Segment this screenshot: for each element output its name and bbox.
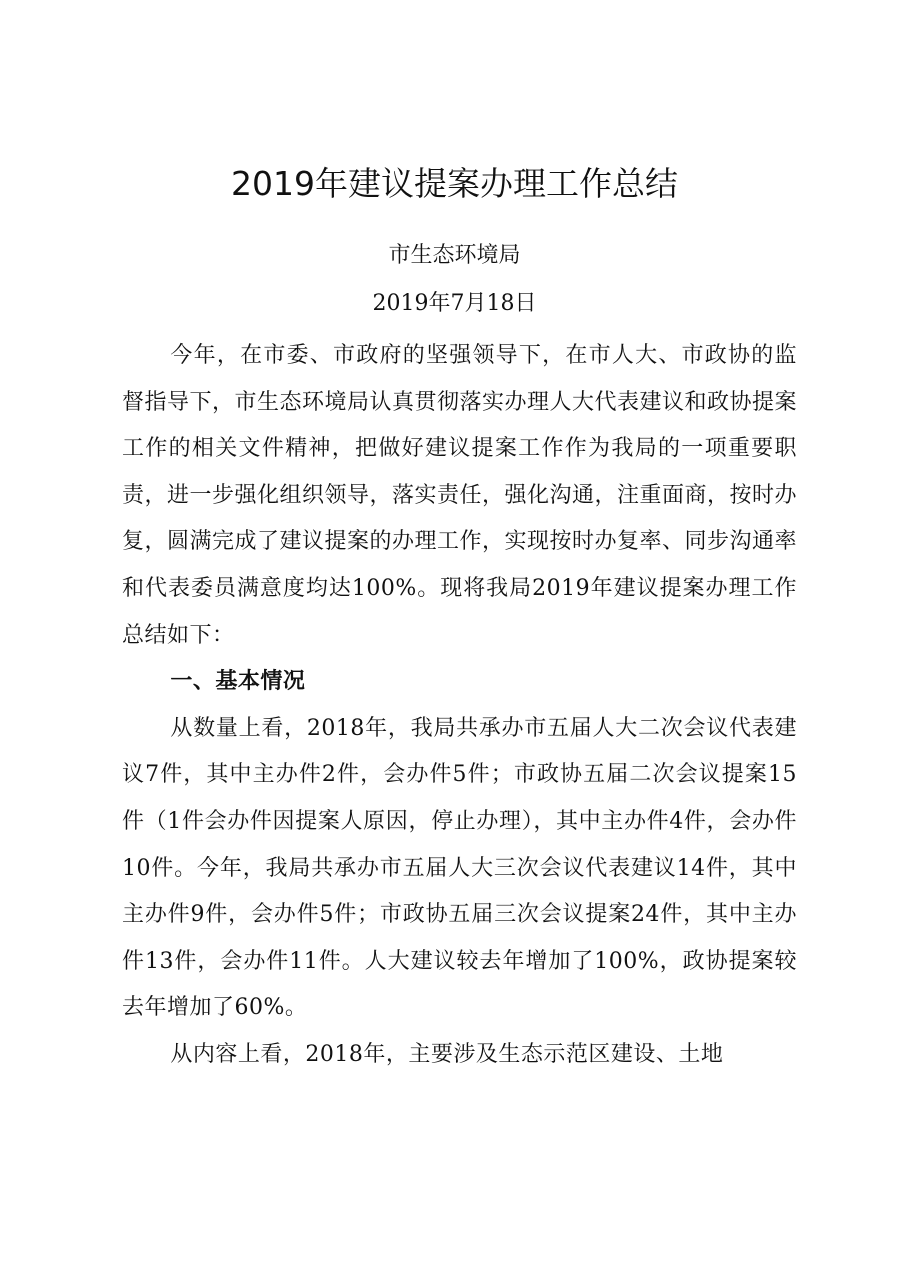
body-paragraph: 从数量上看，2018年，我局共承办市五届人大二次会议代表建议7件，其中主办件2件，会办件5件；市政协五届二次会议提案15件（1件会办件因提案人原因，停止办理），其中主办件4件，会办件10件。今年，我局共承办市五届人大三次会议代表建议14件，其中主办件9件，会办件5件；市政协五届三次会议提案24件，其中主办件13件，会办件11件。人大建议较去年增加了100%，政协提案较去年增加了60%。 [122,715,797,1021]
document-body [122,333,797,1079]
body-paragraph: 从内容上看，2018年，主要涉及生态示范区建设、土地 [170,1041,724,1067]
body-paragraph: 今年，在市委、市政府的坚强领导下，在市人大、市政协的监督指导下，市生态环境局认真贯彻落实办理人大代表建议和政协提案工作的相关文件精神，把做好建议提案工作作为我局的一项重要职责，进一步强化组织领导，落实责任，强化沟通，注重面商，按时办复，圆满完成了建议提案的办理工作，实现按时办复率、同步沟通率和代表委员满意度均达100%。现将我局2019年建议提案办理工作总结如下： [122,343,798,648]
document-organization: 市生态环境局 [388,243,521,268]
document-title: 2019年建议提案办理工作总结 [231,164,678,203]
section-heading: 一、基本情况 [170,669,306,695]
document-date: 2019年7月18日 [372,291,537,316]
